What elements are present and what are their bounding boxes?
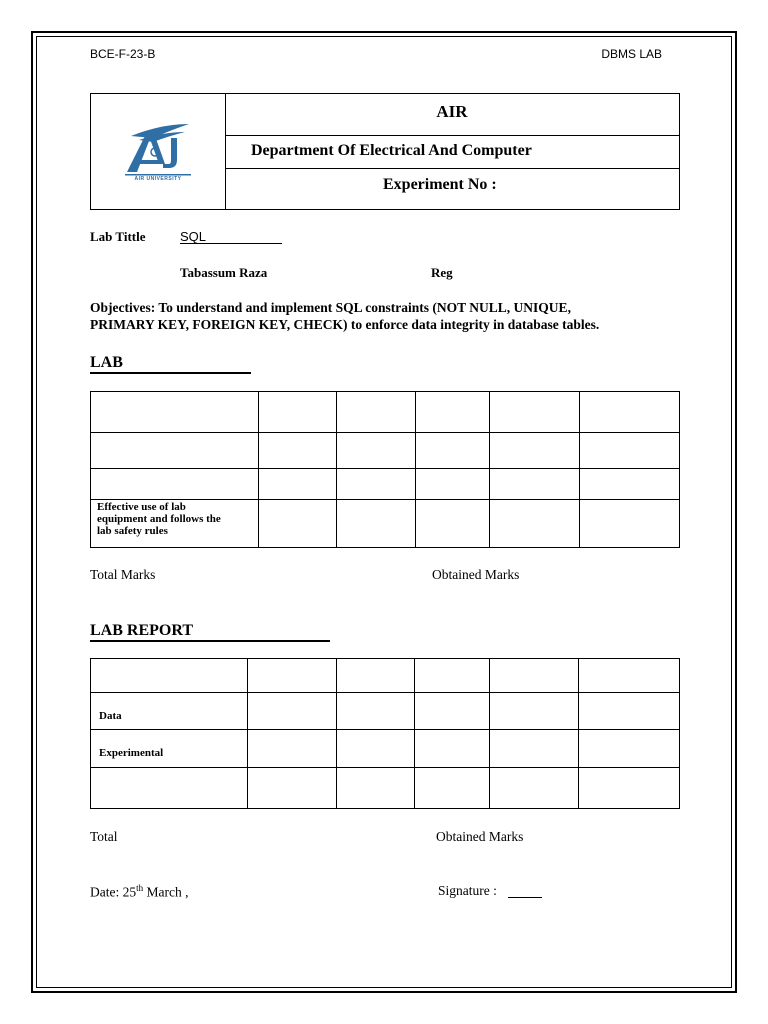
lab-heading: LAB bbox=[90, 354, 123, 371]
lab-table-row-line bbox=[91, 499, 679, 500]
signature-line bbox=[508, 897, 542, 898]
department-name: Department Of Electrical And Computer bbox=[251, 142, 532, 159]
date-field bbox=[90, 883, 189, 901]
lab-name: DBMS LAB bbox=[601, 47, 662, 61]
lab-report-table bbox=[90, 658, 680, 809]
report-table-col-line bbox=[578, 659, 579, 808]
lab-title-value: SQL bbox=[180, 229, 207, 244]
lab-table-col-line bbox=[489, 392, 490, 547]
lab-table-row-line bbox=[91, 468, 679, 469]
lab-table-col-line bbox=[579, 392, 580, 547]
report-table-row-line bbox=[91, 767, 679, 768]
course-code: BCE-F-23-B bbox=[90, 47, 156, 61]
lab-title-underline bbox=[180, 243, 282, 244]
report-table-col-line bbox=[247, 659, 248, 808]
report-row3-label: Experimental bbox=[99, 747, 164, 759]
lab-table-row-line bbox=[91, 432, 679, 433]
lab-row4-line1: Effective use of lab bbox=[97, 501, 186, 513]
report-row2-label: Data bbox=[99, 710, 122, 722]
air-university-logo-icon bbox=[91, 94, 225, 209]
lab-title-label: Lab Tittle bbox=[90, 229, 146, 244]
lab-table-col-line bbox=[258, 392, 259, 547]
report-table-col-line bbox=[336, 659, 337, 808]
institution-name: AIR bbox=[436, 102, 468, 121]
logo-caption: AIR UNIVERSITY bbox=[134, 176, 182, 182]
signature-label: Signature : bbox=[438, 883, 497, 898]
objectives-line-1: Objectives: To understand and implement SQL constraints (NOT NULL, UNIQUE, bbox=[90, 300, 571, 315]
report-table-row-line bbox=[91, 729, 679, 730]
experiment-no: Experiment No : bbox=[383, 176, 497, 193]
date-suffix: March , bbox=[143, 884, 189, 900]
lab-obtained-marks-label: Obtained Marks bbox=[432, 567, 520, 582]
date-prefix: Date: 25 bbox=[90, 884, 137, 900]
lab-report-heading: LAB REPORT bbox=[90, 622, 194, 639]
report-obtained-marks-label: Obtained Marks bbox=[436, 829, 524, 844]
logo-cell bbox=[91, 94, 226, 209]
title-divider-2 bbox=[225, 168, 679, 169]
lab-table-col-line bbox=[336, 392, 337, 547]
report-table-col-line bbox=[489, 659, 490, 808]
objectives-line-2: PRIMARY KEY, FOREIGN KEY, CHECK) to enforce data integrity in database tables. bbox=[90, 317, 600, 332]
title-divider-1 bbox=[225, 135, 679, 136]
student-name: Tabassum Raza bbox=[180, 265, 268, 280]
lab-row4-line3: lab safety rules bbox=[97, 525, 168, 537]
report-table-col-line bbox=[414, 659, 415, 808]
lab-heading-underline bbox=[90, 372, 251, 374]
lab-row4-line2: equipment and follows the bbox=[97, 513, 221, 525]
lab-report-heading-underline bbox=[90, 640, 330, 642]
reg-label: Reg bbox=[431, 265, 453, 280]
lab-total-marks-label: Total Marks bbox=[90, 567, 156, 582]
title-block bbox=[90, 93, 680, 210]
lab-table-col-line bbox=[415, 392, 416, 547]
report-table-row-line bbox=[91, 692, 679, 693]
report-total-label: Total bbox=[90, 829, 118, 844]
lab-marks-table bbox=[90, 391, 680, 548]
lab-row4-label bbox=[97, 501, 221, 537]
date-superscript: th bbox=[136, 883, 144, 893]
